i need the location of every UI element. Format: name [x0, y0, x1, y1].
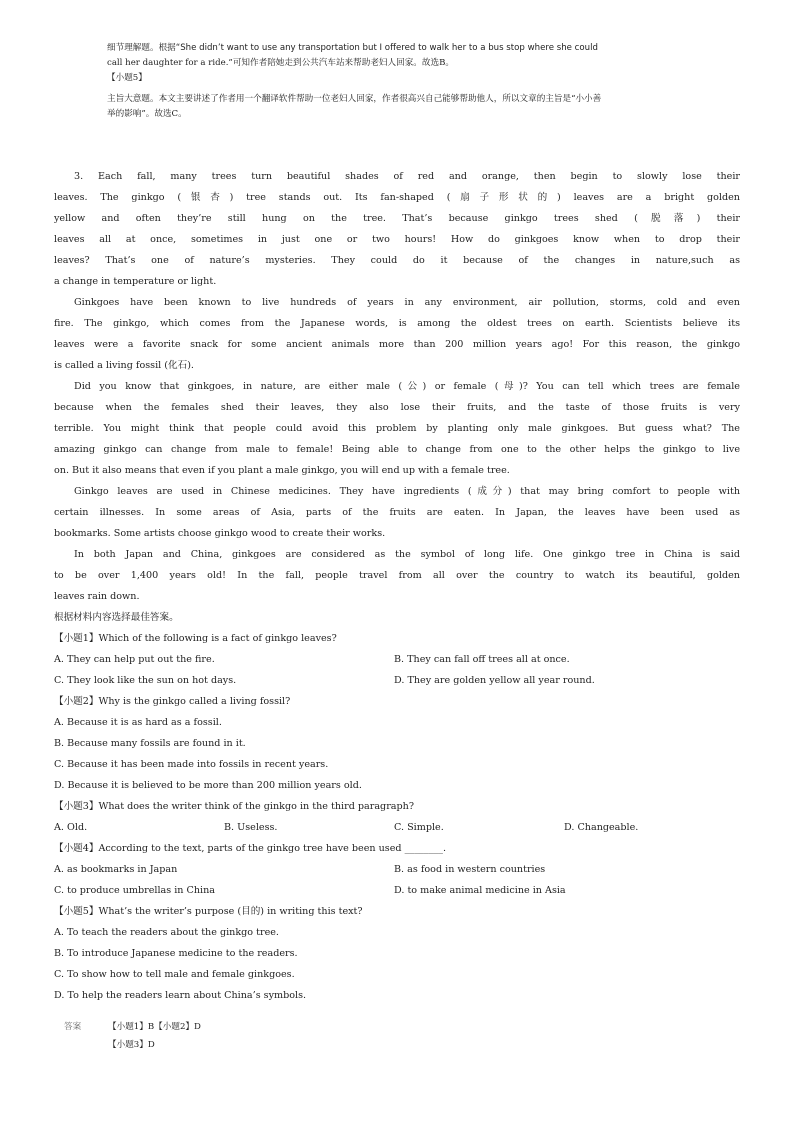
passage-line: In both Japan and China, ginkgoes are considered as the symbol of long life. One ginkgo tree in China is said [74, 549, 740, 560]
option-c: C. Because it has been made into fossils in recent years. [54, 759, 329, 770]
question-5 [54, 901, 740, 1006]
option-a: A. They can help put out the fire. [54, 654, 215, 665]
option-c: C. They look like the sun on hot days. [54, 675, 237, 686]
passage-line: leaves all at once, sometimes in just one or two hours! How do ginkgoes know when to drop their [54, 234, 740, 245]
passage-line: 3. Each fall, many trees turn beautiful shades of red and orange, then begin to slowly lose their [74, 171, 740, 182]
option-a: A. Old. [54, 822, 88, 833]
option-c: C. To show how to tell male and female ginkgoes. [54, 969, 295, 980]
reading-passage [54, 166, 740, 1006]
passage-line: leaves? That’s one of nature’s mysteries. They could do it because of the changes in nature,such as [54, 255, 740, 266]
passage-line: because when the females shed their leaves, they also lose their fruits, and the taste of those fruits is very [54, 402, 740, 413]
option-d: D. They are golden yellow all year round. [394, 675, 595, 686]
question-stem: 【小题5】What’s the writer’s purpose (目的) in writing this text? [54, 906, 363, 917]
option-c: C. to produce umbrellas in China [54, 885, 215, 896]
passage-line: a change in temperature or light. [54, 276, 217, 287]
passage-line: leaves were a favorite snack for some ancient animals more than 200 million years ago! For this reason, the ginkgo [54, 339, 740, 350]
option-b: B. as food in western countries [394, 864, 546, 875]
question-stem: 【小题3】What does the writer think of the ginkgo in the third paragraph? [54, 801, 414, 812]
passage-line: bookmarks. Some artists choose ginkgo wood to create their works. [54, 528, 386, 539]
option-b: B. Useless. [224, 822, 278, 833]
passage-line: amazing ginkgo can change from male to female! Being able to change from one to the other helps the ginkgo to live [54, 444, 740, 455]
option-b: B. Because many fossils are found in it. [54, 738, 246, 749]
question-3 [54, 796, 740, 838]
option-a: A. To teach the readers about the ginkgo tree. [54, 927, 279, 938]
question-stem: 【小题1】Which of the following is a fact of ginkgo leaves? [54, 633, 337, 644]
answer-line: 【小题3】D [108, 1040, 155, 1050]
previous-explanation [107, 41, 747, 122]
option-c: C. Simple. [394, 822, 444, 833]
passage-line: fire. The ginkgo, which comes from the Japanese words, is among the oldest trees on earth. Scientists believe its [54, 318, 740, 329]
answer-label: 答案 [64, 1022, 82, 1032]
passage-line: terrible. You might think that people could avoid this problem by planting only male ginkgoes. But guess what? The [54, 423, 740, 434]
option-a: A. as bookmarks in Japan [54, 864, 178, 875]
option-b: B. To introduce Japanese medicine to the readers. [54, 948, 298, 959]
passage-line: leaves rain down. [54, 591, 140, 602]
passage-line: certain illnesses. In some areas of Asia, parts of the fruits are eaten. In Japan, the leaves have been used as [54, 507, 740, 518]
question-1 [54, 628, 740, 691]
passage-line: leaves. The ginkgo (银杏) tree stands out. Its fan-shaped (扇子形状的) leaves are a bright golden [54, 192, 740, 203]
paragraph-2 [54, 292, 740, 376]
passage-line: to be over 1,400 years old! In the fall, people travel from all over the country to watch its beautiful, golden [54, 570, 740, 581]
answer-line: 【小题1】B【小题2】D [108, 1022, 201, 1032]
answer-section [64, 1018, 201, 1054]
question-4 [54, 838, 740, 901]
paragraph-5 [54, 544, 740, 607]
option-d: D. to make animal medicine in Asia [394, 885, 566, 896]
option-a: A. Because it is as hard as a fossil. [54, 717, 222, 728]
explanation-line: 细节理解题。根据“She didn’t want to use any transportation but I offered to walk her to a bus stop where she could [107, 43, 598, 53]
passage-line: Ginkgo leaves are used in Chinese medicines. They have ingredients (成分) that may bring comfort to people with [74, 486, 740, 497]
instruction-text: 根据材料内容选择最佳答案。 [54, 612, 179, 623]
option-d: D. Because it is believed to be more than 200 million years old. [54, 780, 362, 791]
question-stem: 【小题2】Why is the ginkgo called a living fossil? [54, 696, 291, 707]
passage-line: Did you know that ginkgoes, in nature, are either male (公) or female (母)? You can tell which trees are female [74, 381, 740, 392]
option-b: B. They can fall off trees all at once. [394, 654, 570, 665]
paragraph-3 [54, 376, 740, 481]
question-tag: 【小题5】 [107, 73, 147, 83]
explanation-line: 举的影响”。故选C。 [107, 109, 187, 119]
passage-line: on. But it also means that even if you plant a male ginkgo, you will end up with a female tree. [54, 465, 510, 476]
passage-line: is called a living fossil (化石). [54, 360, 194, 371]
option-d: D. Changeable. [564, 822, 639, 833]
passage-line: yellow and often they’re still hung on the tree. That’s because ginkgo trees shed (脱落) their [54, 213, 740, 224]
question-stem: 【小题4】According to the text, parts of the ginkgo tree have been used ________. [54, 843, 447, 854]
passage-line: Ginkgoes have been known to live hundreds of years in any environment, air pollution, storms, cold and even [74, 297, 740, 308]
paragraph-4 [54, 481, 740, 544]
explanation-line: 主旨大意题。本文主要讲述了作者用一个翻译软件帮助一位老妇人回家，作者很高兴自己能够帮助他人，所以文章的主旨是“小小善 [107, 94, 602, 104]
option-d: D. To help the readers learn about China’s symbols. [54, 990, 307, 1001]
paragraph-1 [54, 166, 740, 292]
question-2 [54, 691, 740, 796]
explanation-line: call her daughter for a ride.”可知作者陪她走到公共汽车站来帮助老妇人回家。故选B。 [107, 58, 454, 68]
